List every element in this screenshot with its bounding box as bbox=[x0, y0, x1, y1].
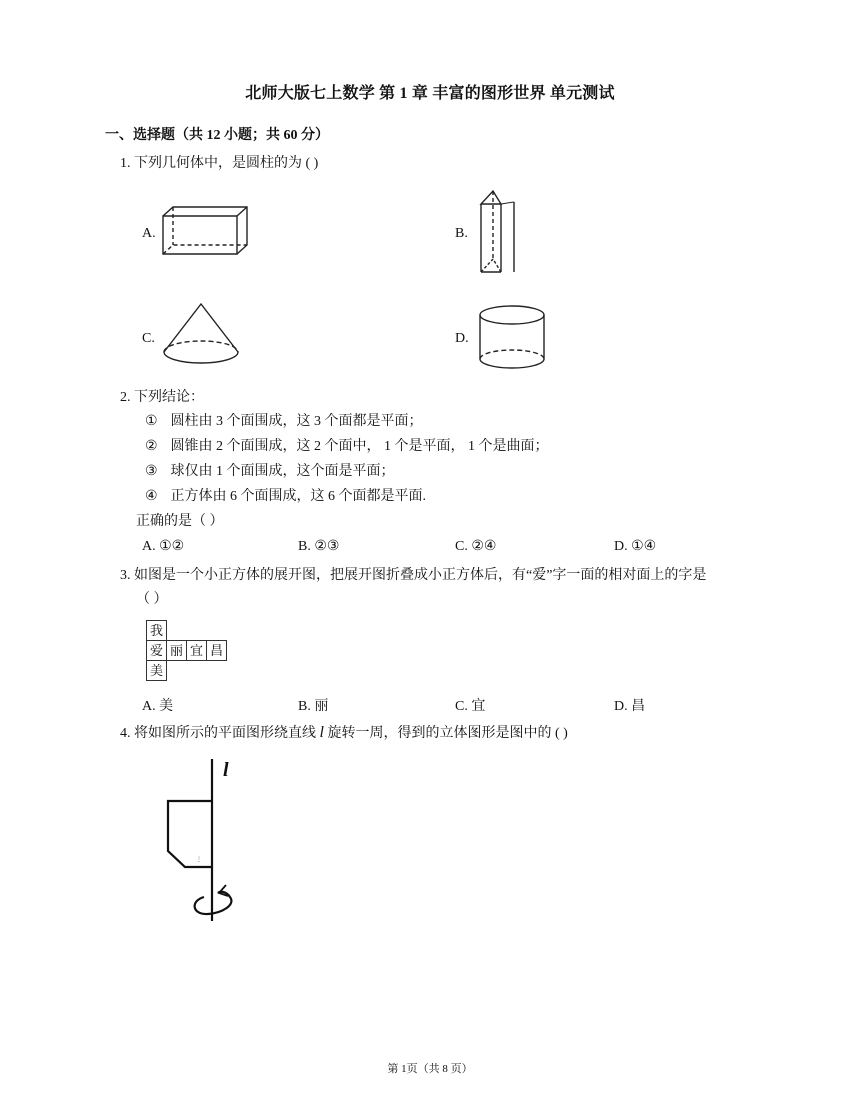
option-value: 美 bbox=[159, 699, 174, 714]
option-label: C. bbox=[455, 539, 468, 554]
triangular-prism-figure bbox=[476, 188, 522, 278]
net-cell: 丽 bbox=[166, 640, 187, 661]
statement-text: 正方体由 6 个面围成，这 6 个面都是平面. bbox=[170, 489, 426, 504]
q2-statement-1 bbox=[145, 411, 423, 433]
question-3-stem: 3. 如图是一个小正方体的展开图，把展开图折叠成小正方体后，有“爱”字一面的相对面上的字是 bbox=[120, 568, 707, 583]
rectangular-prism-figure bbox=[160, 204, 250, 256]
stem-text: 旋转一周，得到的立体图形是图中的 ( ) bbox=[323, 726, 568, 741]
q1-option-d-label: D. bbox=[455, 331, 469, 346]
option-value: 宜 bbox=[471, 699, 486, 714]
net-cell-bottom: 美 bbox=[146, 660, 167, 681]
question-4-stem bbox=[120, 722, 568, 745]
rotation-figure bbox=[160, 755, 250, 925]
document-title: 北师大版七上数学 第 1 章 丰富的图形世界 单元测试 bbox=[245, 85, 615, 102]
option-value: ②③ bbox=[314, 539, 340, 554]
option-value: 昌 bbox=[631, 699, 646, 714]
option-label: A. bbox=[142, 539, 156, 554]
q2-statement-2 bbox=[145, 436, 549, 458]
cylinder-figure bbox=[476, 302, 548, 372]
option-label: C. bbox=[455, 699, 468, 714]
option-value: ①④ bbox=[631, 539, 657, 554]
net-cell: 爱 bbox=[146, 640, 167, 661]
q3-option-a bbox=[142, 695, 173, 715]
statement-number: ③ bbox=[145, 464, 158, 479]
q2-option-b bbox=[298, 538, 339, 555]
option-value: ②④ bbox=[471, 539, 497, 554]
option-value: 丽 bbox=[314, 699, 329, 714]
cone-figure bbox=[160, 302, 242, 370]
option-label: D. bbox=[614, 539, 628, 554]
q3-option-b bbox=[298, 695, 328, 715]
q1-option-a-label: A. bbox=[142, 226, 156, 241]
q2-option-d bbox=[614, 538, 656, 555]
statement-text: 圆柱由 3 个面围成，这 3 个面都是平面； bbox=[170, 414, 423, 429]
q3-option-c bbox=[455, 695, 485, 715]
statement-number: ④ bbox=[145, 489, 158, 504]
cube-net-figure bbox=[146, 620, 226, 680]
question-2-stem: 2. 下列结论： bbox=[120, 390, 204, 405]
q3-option-d bbox=[614, 695, 645, 715]
q2-statement-4 bbox=[145, 486, 426, 508]
net-cell: 昌 bbox=[206, 640, 227, 661]
option-label: A. bbox=[142, 699, 156, 714]
q2-prompt: 正确的是（ ） bbox=[136, 514, 224, 529]
q2-option-c bbox=[455, 538, 496, 555]
statement-number: ② bbox=[145, 439, 158, 454]
question-3-stem-cont: （ ） bbox=[136, 592, 168, 607]
q1-option-b-label: B. bbox=[455, 226, 468, 241]
stem-text: 4. 将如图所示的平面图形绕直线 bbox=[120, 726, 320, 741]
net-cell-top: 我 bbox=[146, 620, 167, 641]
option-label: B. bbox=[298, 699, 311, 714]
svg-text:l: l bbox=[223, 759, 229, 781]
q1-option-c-label: C. bbox=[142, 331, 155, 346]
section-heading: 一、选择题（共 12 小题；共 60 分） bbox=[105, 128, 329, 143]
statement-text: 圆锥由 2 个面围成，这 2 个面中， 1 个是平面， 1 个是曲面； bbox=[170, 439, 549, 454]
option-label: B. bbox=[298, 539, 311, 554]
option-label: D. bbox=[614, 699, 628, 714]
option-value: ①② bbox=[159, 539, 185, 554]
svg-text:⋮: ⋮ bbox=[196, 857, 202, 863]
page-footer: 第 1页（共 8 页） bbox=[387, 1063, 473, 1075]
statement-number: ① bbox=[145, 414, 158, 429]
q2-statement-3 bbox=[145, 461, 395, 483]
statement-text: 球仅由 1 个面围成，这个面是平面； bbox=[170, 464, 395, 479]
net-cell: 宜 bbox=[186, 640, 207, 661]
axis-symbol: l bbox=[319, 724, 324, 741]
q2-option-a bbox=[142, 538, 184, 555]
question-1-stem: 1. 下列几何体中，是圆柱的为 ( ) bbox=[120, 156, 319, 171]
